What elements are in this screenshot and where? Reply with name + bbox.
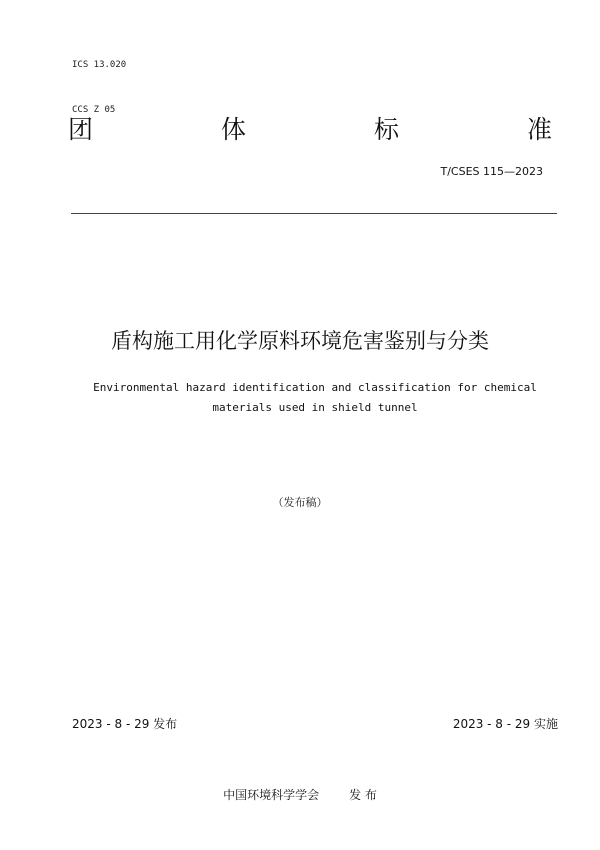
ics-code: ICS 13.020 — [72, 60, 127, 70]
implementation-date: 2023 - 8 - 29 实施 — [452, 717, 558, 731]
standard-type-char: 准 — [526, 115, 552, 144]
draft-status: （发布稿） — [272, 496, 328, 509]
english-title-line-2: materials used in shield tunnel — [212, 401, 418, 414]
standard-type-char: 团 — [68, 115, 94, 144]
publisher-line — [0, 787, 600, 803]
document-title-chinese: 盾构施工用化学原料环境危害鉴别与分类 — [111, 329, 489, 353]
publisher-org: 中国环境科学学会 — [223, 788, 320, 802]
ccs-code: CCS Z 05 — [72, 105, 116, 115]
header-divider — [71, 213, 557, 214]
standard-type-char: 标 — [373, 115, 399, 144]
english-title-line-1: Environmental hazard identification and classification for chemical — [93, 381, 537, 394]
standard-number: T/CSES 115—2023 — [440, 165, 543, 178]
document-title-english — [60, 378, 570, 418]
publisher-action: 发 布 — [349, 788, 377, 802]
issue-date: 2023 - 8 - 29 发布 — [72, 717, 178, 731]
standard-type-heading — [68, 113, 552, 147]
standard-type-char: 体 — [220, 115, 246, 144]
